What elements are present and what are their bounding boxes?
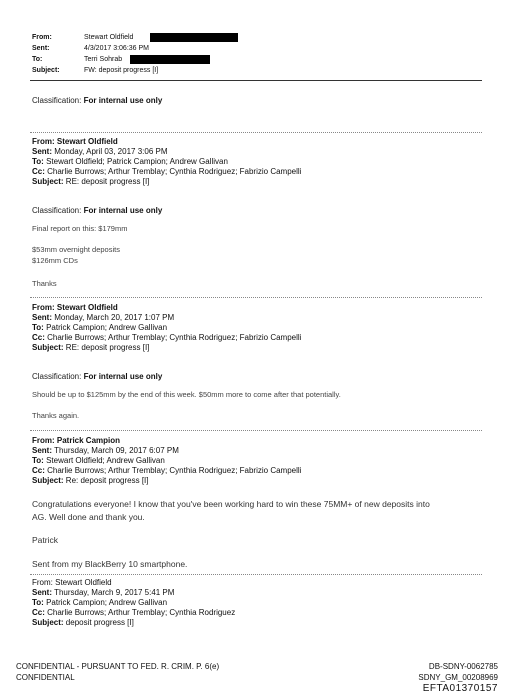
message-subject: RE: deposit progress [I] — [65, 343, 150, 352]
message-from: From: Patrick Campion — [32, 436, 121, 445]
message-subject-label: Subject: — [32, 618, 64, 627]
message-header — [32, 578, 235, 628]
message-divider — [30, 574, 482, 575]
message-body-line: Congratulations everyone! I know that you've been working hard to win these 75MM+ of new deposits into — [32, 499, 430, 509]
classification — [32, 96, 162, 105]
message-sent-label: Sent: — [32, 588, 52, 597]
message-sent-label: Sent: — [32, 313, 52, 322]
message-to-label: To: — [32, 598, 44, 607]
message-sent: Thursday, March 09, 2017 6:07 PM — [54, 446, 179, 455]
message-body-line: Patrick — [32, 535, 58, 545]
message-header — [32, 303, 301, 353]
message-cc-label: Cc: — [32, 466, 45, 475]
message-cc: Charlie Burrows; Arthur Tremblay; Cynthia Rodriguez — [47, 608, 236, 617]
footer-confidential: CONFIDENTIAL — [16, 673, 75, 682]
message-subject-label: Subject: — [32, 177, 64, 186]
from-value: Stewart Oldfield — [84, 34, 134, 41]
message-sent: Thursday, March 9, 2017 5:41 PM — [54, 588, 175, 597]
message-sent-label: Sent: — [32, 147, 52, 156]
message-subject-label: Subject: — [32, 343, 64, 352]
sent-label: Sent: — [32, 45, 50, 52]
message-cc: Charlie Burrows; Arthur Tremblay; Cynthia Rodriguez; Fabrizio Campelli — [47, 333, 302, 342]
classification-label: Classification: — [32, 206, 82, 215]
message-body-line: Thanks — [32, 279, 57, 288]
message-divider — [30, 132, 482, 133]
message-from: From: Stewart Oldfield — [32, 578, 112, 587]
message-to: Patrick Campion; Andrew Gallivan — [46, 323, 168, 332]
message-body-line: Final report on this: $179mm — [32, 224, 128, 233]
subject-value: FW: deposit progress [I] — [84, 67, 159, 74]
footer-bates-db: DB-SDNY-0062785 — [428, 662, 498, 671]
to-value: Terri Sohrab — [84, 56, 123, 63]
message-to-label: To: — [32, 323, 44, 332]
message-body-line: Should be up to $125mm by the end of this week. $50mm more to come after that potentially. — [32, 390, 341, 399]
message-header — [32, 436, 301, 486]
message-body-line: $53mm overnight deposits — [32, 245, 120, 254]
message-sent-label: Sent: — [32, 446, 52, 455]
message-divider — [30, 297, 482, 298]
message-cc-label: Cc: — [32, 608, 45, 617]
message-subject: deposit progress [I] — [65, 618, 134, 627]
message-subject: Re: deposit progress [I] — [65, 476, 149, 485]
classification-label: Classification: — [32, 372, 82, 381]
sent-value: 4/3/2017 3:06:36 PM — [84, 45, 149, 52]
message-subject: RE: deposit progress [I] — [65, 177, 150, 186]
footer-bates-sdny: SDNY_GM_00208969 — [418, 673, 498, 682]
subject-label: Subject: — [32, 67, 60, 74]
message-from: From: Stewart Oldfield — [32, 303, 118, 312]
classification-label: Classification: — [32, 96, 82, 105]
message-cc-label: Cc: — [32, 333, 45, 342]
to-label: To: — [32, 56, 43, 63]
message-to: Stewart Oldfield; Patrick Campion; Andrew Gallivan — [46, 157, 228, 166]
message-cc: Charlie Burrows; Arthur Tremblay; Cynthia Rodriguez; Fabrizio Campelli — [47, 466, 302, 475]
message-sent: Monday, March 20, 2017 1:07 PM — [54, 313, 175, 322]
message-to: Patrick Campion; Andrew Gallivan — [46, 598, 168, 607]
classification — [32, 206, 162, 215]
message-cc-label: Cc: — [32, 167, 45, 176]
classification-value: For internal use only — [83, 206, 163, 215]
message-body-line: Thanks again. — [32, 411, 80, 420]
redaction-bar — [130, 55, 210, 64]
message-body-line: Sent from my BlackBerry 10 smartphone. — [32, 559, 188, 569]
message-subject-label: Subject: — [32, 476, 64, 485]
classification-value: For internal use only — [83, 372, 163, 381]
message-divider — [30, 430, 482, 431]
classification-value: For internal use only — [83, 96, 163, 105]
header-divider — [30, 80, 482, 81]
message-sent: Monday, April 03, 2017 3:06 PM — [54, 147, 168, 156]
classification — [32, 372, 162, 381]
redaction-bar — [150, 33, 238, 42]
message-body-line: $126mm CDs — [32, 256, 78, 265]
message-to-label: To: — [32, 456, 44, 465]
message-to: Stewart Oldfield; Andrew Gallivan — [46, 456, 165, 465]
message-from: From: Stewart Oldfield — [32, 137, 118, 146]
from-label: From: — [32, 34, 52, 41]
message-header — [32, 137, 301, 187]
message-cc: Charlie Burrows; Arthur Tremblay; Cynthia Rodriguez; Fabrizio Campelli — [47, 167, 302, 176]
message-body-line: AG. Well done and thank you. — [32, 512, 145, 522]
footer-bates-efta: EFTA01370157 — [422, 683, 498, 694]
message-to-label: To: — [32, 157, 44, 166]
footer-confidential-notice: CONFIDENTIAL - PURSUANT TO FED. R. CRIM. P. 6(e) — [16, 662, 220, 671]
